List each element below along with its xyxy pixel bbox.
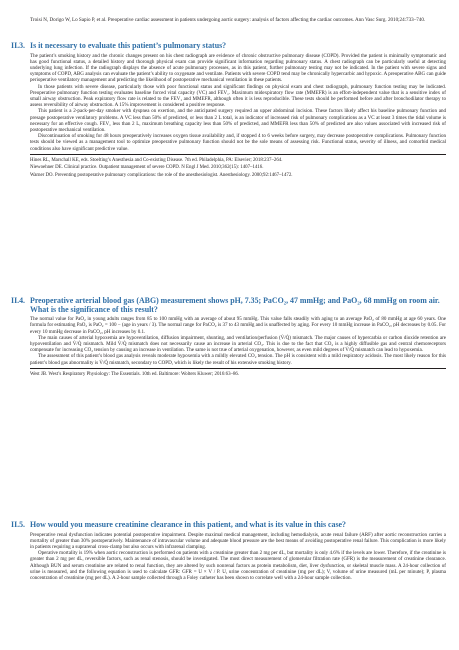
question-number: II.5. bbox=[11, 520, 26, 529]
paragraph: Preoperative renal dysfunction indicates potential postoperative impairment. Despite maximal medical management, including hemodialysis, acute renal failure (ARF) after aortic reconstruction carries a mortality of greater than 30% postoperatively. Maintenance of intravascular volume and adequate blood pressure are the best means of avoiding postoperative renal failure. This complication is more likely in patients requiring a suprarenal cross-clamp but also occurs with infrarenal clamping. bbox=[30, 531, 446, 550]
answer-body bbox=[30, 316, 446, 366]
section-ii-3 bbox=[11, 42, 446, 180]
question-text: How would you measure creatinine clearance in this patient, and what is its value in this case? bbox=[30, 520, 346, 529]
paragraph: The normal value for PaO₂ in young adults ranges from 85 to 100 mmHg with an average of about 95 mmHg. This value falls steadily with aging to an average PaO₂ of 80 mmHg at age 60 years. One formula for estimating PaO₂ is PaO₂ = 100 − (age in years / 3). The normal range for PaCO₂ is 37 to 43 mmHg and is unaffected by aging. For every 10 mmHg increase in PaCO₂, pH decreases by 0.05. For every 10 mmHg decrease in PaCO₂, pH increases by 0.1. bbox=[30, 316, 446, 335]
paragraph: The patient’s smoking history and the chronic changes present on his chest radiograph are evidence of chronic obstructive pulmonary disease (COPD). Provided the patient is minimally symptomatic and has good functional status, a detailed history and thorough physical exam can provide significant information regarding pulmonary status. A chest radiograph can be particularly useful at detecting underlying lung infection. If the radiograph displays the absence of acute pulmonary processes, as in this patient, further pulmonary testing may not be indicated. In the patient with severe signs and symptoms of COPD, ABG analysis can evaluate the patient’s ability to oxygenate and ventilate. Patients with severe COPD tend may be chronically hypercarbic and hypoxic. A preoperative ABG can guide perioperative ventilatory management and predicting the likelihood of postoperative mechanical ventilation in these patients. bbox=[30, 52, 446, 84]
top-reference: Troisi N, Dorigo W, Lo Sapio P, et al. Preoperative cardiac assessment in patients undergoing aortic surgery: analysis of factors affecting the cardiac outcomes. Ann Vasc Surg. 2010;24:733–740. bbox=[30, 17, 426, 23]
question-text: Preoperative arterial blood gas (ABG) measurement shows pH, 7.35; PaCO₂, 47 mmHg; and PaO₂, 68 mmHg on room air. What is the significance of this result? bbox=[30, 296, 440, 314]
reference-item: West JB. West’s Respiratory Physiology: The Essentials. 10th ed. Baltimore: Wolters Kluwer; 2016:63–86. bbox=[30, 371, 240, 377]
question-heading bbox=[11, 42, 446, 51]
section-ii-4 bbox=[11, 297, 446, 378]
references bbox=[30, 368, 446, 379]
question-number: II.3. bbox=[11, 41, 26, 50]
reference-item: Hines RL, Marschall KE, eds. Stoelting’s Anesthesia and Co-existing Disease. 7th ed. Philadelphia, PA: Elsevier; 2018:237–264. bbox=[30, 157, 283, 163]
reference-item: Niewoehner DE. Clinical practice. Outpatient management of severe COPD. N Engl J Med. 2010;362(15): 1407–1416. bbox=[30, 165, 264, 171]
answer-body bbox=[30, 53, 446, 152]
reference-item: Warner DO. Preventing postoperative pulmonary complications: the role of the anesthesiologist. Anesthesiology. 2000;92:1467–1472. bbox=[30, 173, 293, 179]
answer-body bbox=[30, 532, 446, 582]
question-heading bbox=[11, 297, 446, 314]
paragraph: In those patients with severe disease, particularly those with poor functional status and significant findings on physical exam and chest radiograph, pulmonary function testing may be indicated. Preoperative pulmonary function testing evaluates baseline forced vital capacity (VC) and FEV₁. Maximum midexpiratory flow rate (MMEFR) is an effort-independent value that is a sensitive index of small airway obstruction. Peak expiratory flow rate is related to the FEV₁ and MMEFR, although often it is less reproducible. These tests should be performed before and after bronchodilator therapy to assess reversibility of airway obstruction. A 15% improvement is considered a positive response. bbox=[30, 83, 446, 109]
question-number: II.4. bbox=[11, 296, 26, 305]
question-heading bbox=[11, 521, 446, 530]
paragraph: Operative mortality is 19% when aortic reconstruction is performed on patients with a creatinine greater than 2 mg per dL, but mortality is only 4.6% if the levels are lower. Therefore, if the creatinine is greater than 2 mg per dL, reversible factors, such as renal stenosis, should be investigated. The most direct measurement of glomerular filtration rate (GFR) is the measurement of creatinine clearance. Although BUN and serum creatinine are related to renal function, they are altered by such nonrenal factors as protein metabolism, diet, liver dysfunction, or skeletal muscle mass. A 24-hour collection of urine is measured, and the following equation is used to calculate GFR: GFR = U × V / P. U, urine concentration of creatinine (mg per dL); V, volume of urine measured (mL per minute); P, plasma concentration of creatinine (mg per dL). A 2-hour sample collected through a Foley catheter has been shown to correlate well with a 24-hour sample collection. bbox=[30, 550, 446, 582]
section-ii-5 bbox=[11, 521, 446, 581]
paragraph: The main causes of arterial hypoxemia are hypoventilation, diffusion impairment, shunting, and ventilation/perfusion (V̇/Q̇) mismatch. The major causes of hypercarbia or carbon dioxide retention are hypoventilation and V̇/Q̇ mismatch. Mild V̇/Q̇ mismatch does not necessarily cause an increase in arterial CO₂. This is due to the fact that CO₂ is a highly diffusible gas and central chemoreceptors compensate for increasing CO₂ tension by causing an increase in ventilation. The same is not true of arterial oxygenation, however, as even mild degrees of V̇/Q̇ mismatch can lead to hypoxemia. bbox=[30, 334, 446, 354]
paragraph: The assessment of this patient’s blood gas analysis reveals moderate hypoxemia with a mildly elevated CO₂ tension. The pH is consistent with a mild respiratory acidosis. The most likely reason for this patient’s blood gas abnormality is V̇/Q̇ mismatch, secondary to COPD, which is likely the result of his extensive smoking history. bbox=[30, 353, 446, 366]
paragraph: This patient is a 2-pack-per-day smoker with dyspnea on exertion, and the anticipated surgery required an upper abdominal incision. These factors likely affect his baseline pulmonary function and presage postoperative ventilatory problems. A VC less than 50% of predicted, or less than 2 L total, is an indicator of increased risk of pulmonary complications as a VC at least 3 times the tidal volume is necessary for an effective cough. FEV₁ less than 2 L, maximum breathing capacity less than 50% of predicted, and MMEFR less than 50% of predicted are also values associated with increased risk of postoperative mechanical ventilation. bbox=[30, 108, 446, 134]
references bbox=[30, 154, 446, 180]
paragraph: Discontinuation of smoking for 48 hours preoperatively increases oxygen tissue availability and, if stopped 4 to 6 weeks before surgery, may decrease postoperative complications. Pulmonary function tests should be viewed as a management tool to optimize preoperative pulmonary function should not be the sole means of assessing risk. Functional status, severity of illness, and comorbid medical conditions also have significant predictive value. bbox=[30, 133, 446, 152]
question-text: Is it necessary to evaluate this patient’s pulmonary status? bbox=[30, 41, 227, 50]
